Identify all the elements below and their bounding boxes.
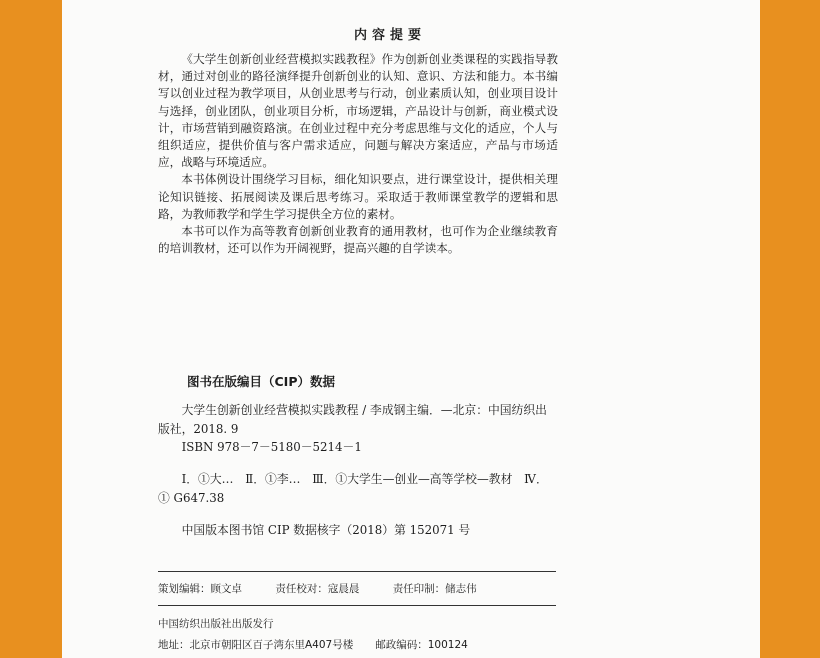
summary-body — [158, 51, 558, 257]
divider-bottom — [158, 605, 556, 606]
cip-title: 图书在版编目（CIP）数据 — [187, 374, 335, 389]
credits-line — [158, 581, 507, 596]
cip-record: 大学生创新创业经营模拟实践教程 / 李成钢主编．—北京：中国纺织出版社，2018. 9 — [158, 403, 547, 436]
publisher-info — [158, 614, 468, 656]
cip-classification: Ⅰ．①大… Ⅱ．①李… Ⅲ．①大学生—创业—高等学校—教材 Ⅳ．① G647.38 — [158, 472, 548, 505]
print-manager: 责任印制：储志伟 — [392, 583, 477, 595]
summary-heading: 内容提要 — [353, 28, 426, 43]
publisher-address: 地址：北京市朝阳区百子湾东里A407号楼 — [158, 639, 354, 651]
publisher-name: 中国纺织出版社出版发行 — [158, 618, 274, 630]
summary-paragraph-1: 《大学生创新创业经营模拟实践教程》作为创新创业类课程的实践指导教材，通过对创业的路径演绎提升创新创业的认知、意识、方法和能力。本书编写以创业过程为教学项目，从创业思考与行动，创业素质认知，创业项目设计与选择，创业团队，创业项目分析，市场逻辑，产品设计与创新，商业模式设计，市场营销到融资路演。在创业过程中充分考虑思维与文化的适应，个人与组织适应，提供价值与客户需求适应，问题与解决方案适应，产品与市场适应，战略与环境适应。 — [158, 52, 558, 170]
orange-right-border — [760, 0, 820, 658]
publisher-address-line — [158, 635, 468, 656]
cip-library-note: 中国版本图书馆 CIP 数据核字（2018）第 152071 号 — [181, 523, 471, 537]
publisher-postal-code: 邮政编码：100124 — [375, 639, 468, 651]
summary-paragraph-2: 本书体例设计围绕学习目标，细化知识要点，进行课堂设计，提供相关理论知识链接、拓展阅读及课后思考练习。采取适于教师课堂教学的逻辑和思路，为教师教学和学生学习提供全方位的素材。 — [158, 172, 558, 221]
summary-paragraph-3: 本书可以作为高等教育创新创业教育的通用教材，也可作为企业继续教育的培训教材，还可以作为开阔视野，提高兴趣的自学读本。 — [158, 224, 558, 256]
divider-top — [158, 571, 556, 572]
book-page — [62, 0, 760, 658]
planning-editor: 策划编辑：顾文卓 — [158, 583, 242, 595]
proofreader: 责任校对：寇晨晨 — [275, 583, 360, 595]
cip-isbn: ISBN 978－7－5180－5214－1 — [181, 440, 362, 454]
cip-classification-block — [158, 470, 558, 507]
cip-record-block — [158, 401, 558, 457]
cip-library-block — [158, 521, 558, 540]
orange-left-border — [0, 0, 62, 658]
